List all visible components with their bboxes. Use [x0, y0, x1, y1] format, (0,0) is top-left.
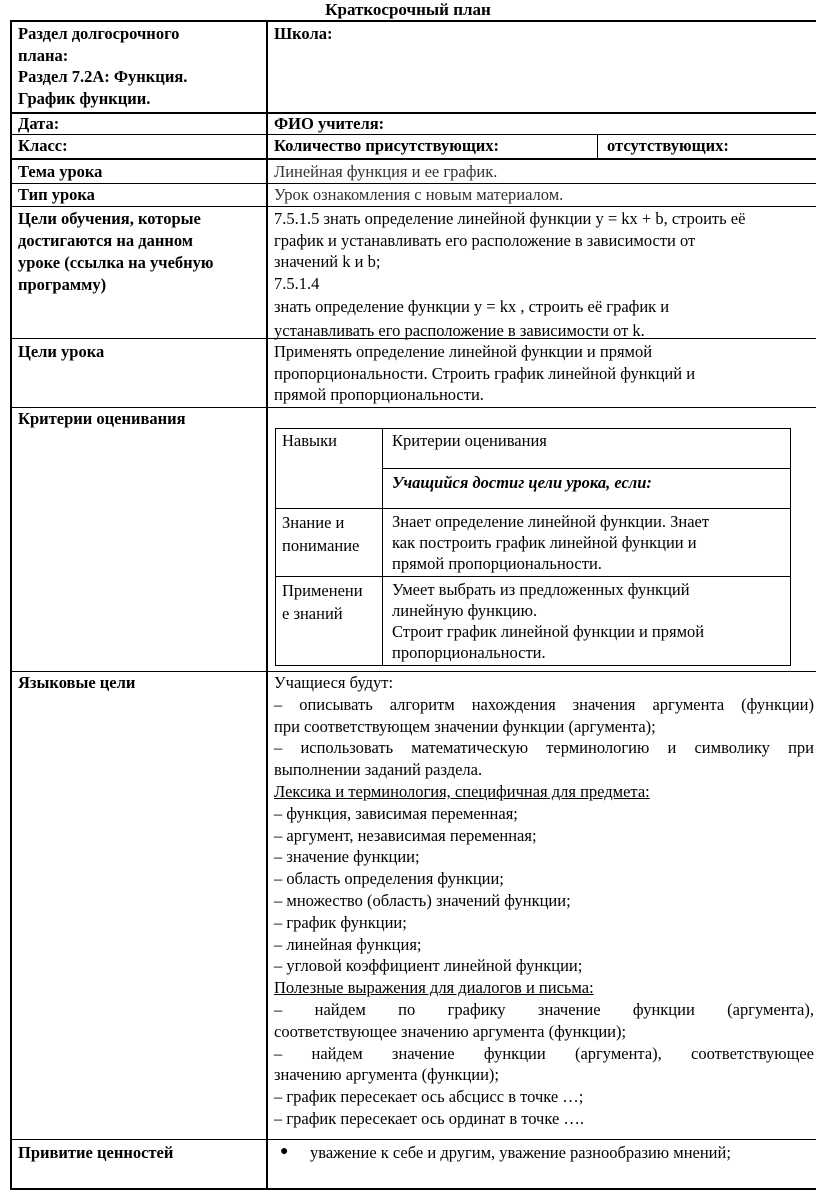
lesson-goals-line: прямой пропорциональности. [274, 385, 484, 404]
inner-border [275, 428, 276, 666]
section-cell [18, 23, 263, 109]
plan-table [10, 20, 816, 1190]
phrase-line: – найдем по графику значение функции (аргумента), [274, 999, 814, 1019]
topic-label: Тема урока [18, 162, 103, 181]
inner-border [275, 428, 791, 429]
values-item: уважение к себе и другим, уважение разнообразию мнений; [310, 1143, 731, 1162]
inner-border [790, 428, 791, 666]
values-label: Привитие ценностей [18, 1143, 174, 1162]
table-border [10, 158, 816, 160]
criteria-text-line: Знает определение линейной функции. Знает [392, 512, 710, 531]
objectives-value [274, 208, 814, 341]
vocab-item: – область определения функции; [274, 869, 504, 889]
lesson-goals-line: Применять определение линейной функции и прямой [274, 342, 653, 361]
inner-border [275, 576, 791, 577]
language-line: – использовать математическую терминологию и символику при [274, 738, 814, 758]
phrase-line: значению аргумента (функции); [274, 1065, 500, 1085]
topic-value: Линейная функция и ее график. [274, 162, 498, 181]
type-label: Тип урока [18, 185, 95, 204]
objectives-line: график и устанавливать его расположение в зависимости от [274, 230, 696, 250]
criteria-skill-line: Знание и [282, 513, 345, 532]
vocab-item: – линейная функция; [274, 934, 422, 954]
table-border [266, 20, 268, 1190]
inner-border [382, 428, 383, 666]
language-value [274, 672, 814, 1130]
vocab-item: – угловой коэффициент линейной функции; [274, 956, 583, 976]
teacher-label: ФИО учителя: [274, 114, 385, 133]
criteria-text-line: как построить график линейной функции и [392, 533, 697, 552]
objectives-line: 7.5.1.4 [274, 273, 320, 293]
criteria-skill-line: е знаний [282, 604, 343, 623]
phrase-line: – график пересекает ось абсцисс в точке …; [274, 1087, 584, 1107]
table-border [10, 1188, 816, 1190]
objectives-line: значений k и b; [274, 252, 381, 271]
criteria-text-2 [392, 579, 788, 663]
criteria-text-line: Строит график линейной функции и прямой [392, 622, 705, 641]
criteria-head-criteria: Критерии оценивания [392, 431, 547, 450]
vocab-item: – множество (область) значений функции; [274, 890, 571, 910]
phrases-title: Полезные выражения для диалогов и письма: [274, 978, 594, 998]
objectives-line: устанавливать его расположение в зависимости от k. [274, 320, 645, 340]
vocab-title: Лексика и терминология, специфичная для предмета: [274, 781, 650, 801]
criteria-text-line: линейную функцию. [392, 601, 538, 620]
phrase-line: – найдем значение функции (аргумента), соответствующее [274, 1043, 814, 1063]
objectives-line: 7.5.1.5 знать определение линейной функции y = kx + b, строить её [274, 209, 746, 228]
table-border [597, 134, 598, 159]
bullet-icon: ● [280, 1144, 289, 1159]
criteria-text-1 [392, 511, 788, 574]
section-line: Раздел долгосрочного [18, 24, 180, 43]
table-border [10, 206, 816, 207]
inner-border [275, 508, 791, 509]
table-border [10, 20, 12, 1190]
lesson-goals-value [274, 341, 814, 406]
section-line: плана: [18, 45, 69, 65]
language-line: – описывать алгоритм нахождения значения аргумента (функции) [274, 694, 814, 714]
phrase-line: – график пересекает ось ординат в точке …. [274, 1108, 585, 1128]
lesson-goals-line: пропорциональности. Строить график линейной функций и [274, 363, 696, 383]
criteria-label: Критерии оценивания [18, 409, 186, 428]
criteria-text-line: Умеет выбрать из предложенных функций [392, 580, 690, 599]
lesson-goals-label: Цели урока [18, 342, 105, 361]
criteria-head-skill: Навыки [282, 431, 337, 450]
table-border [10, 1139, 816, 1140]
date-label: Дата: [18, 114, 60, 133]
class-label: Класс: [18, 136, 68, 155]
language-line: выполнении заданий раздела. [274, 760, 483, 780]
objectives-label-line: уроке (ссылка на учебную [18, 253, 214, 272]
school-label: Школа: [274, 24, 333, 43]
inner-border [382, 468, 791, 469]
section-line: График функции. [18, 88, 151, 108]
present-label: Количество присутствующих: [274, 136, 500, 155]
table-border [10, 20, 816, 22]
vocab-item: – аргумент, независимая переменная; [274, 825, 537, 845]
section-line: Раздел 7.2А: Функция. [18, 67, 188, 86]
criteria-skill-2 [282, 579, 363, 625]
criteria-skill-line: Применени [282, 581, 363, 600]
language-label: Языковые цели [18, 673, 136, 692]
language-line: при соответствующем значении функции (аргумента); [274, 716, 656, 736]
objectives-label-line: Цели обучения, которые [18, 209, 201, 228]
document-title: Краткосрочный план [325, 0, 491, 19]
phrase-line: соответствующее значению аргумента (функции); [274, 1021, 627, 1041]
objectives-label-line: программу) [18, 275, 107, 294]
vocab-item: – значение функции; [274, 847, 420, 867]
inner-border [275, 665, 791, 666]
criteria-skill-1 [282, 511, 359, 557]
type-value: Урок ознакомления с новым материалом. [274, 185, 564, 204]
criteria-text-line: пропорциональности. [392, 643, 546, 662]
vocab-item: – график функции; [274, 912, 407, 932]
objectives-label [18, 208, 263, 296]
criteria-skill-line: понимание [282, 536, 360, 555]
criteria-head-goal: Учащийся достиг цели урока, если: [392, 473, 652, 492]
table-border [10, 112, 816, 114]
language-line: Учащиеся будут: [274, 673, 394, 692]
criteria-text-line: прямой пропорциональности. [392, 554, 602, 573]
objectives-line: знать определение функции y = kx , строить её график и [274, 297, 670, 316]
vocab-item: – функция, зависимая переменная; [274, 803, 518, 823]
absent-label: отсутствующих: [607, 136, 729, 155]
objectives-label-line: достигаются на данном [18, 231, 194, 250]
